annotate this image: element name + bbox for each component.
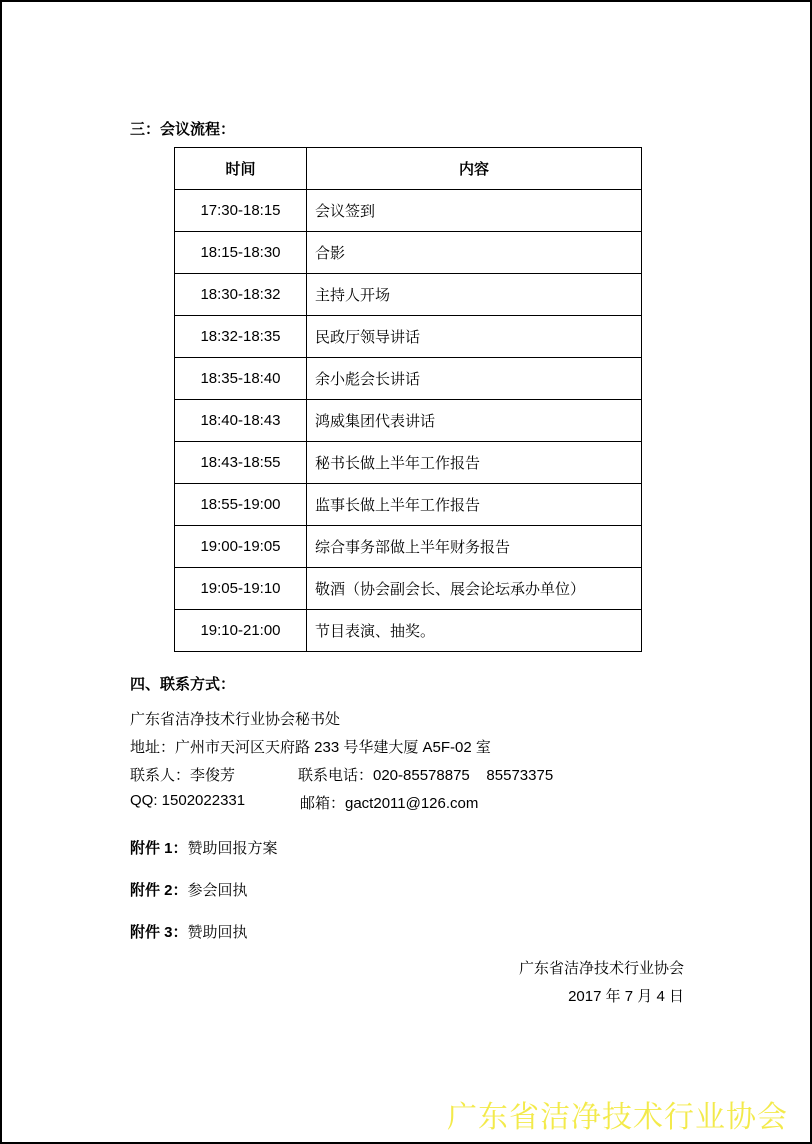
attachment-label: 附件 3：: [130, 924, 188, 941]
table-row: [175, 190, 642, 232]
content-cell: 会议签到: [307, 190, 642, 232]
attachment-label: 附件 1：: [130, 840, 188, 857]
content-cell: 合影: [307, 232, 642, 274]
contact-organization: 广东省洁净技术行业协会秘书处: [130, 711, 341, 728]
section-heading-agenda: 三：会议流程：: [130, 121, 236, 138]
content-cell: 节目表演、抽奖。: [307, 610, 642, 652]
time-cell: 18:55-19:00: [175, 484, 307, 526]
content-cell: 鸿威集团代表讲话: [307, 400, 642, 442]
time-cell: 19:05-19:10: [175, 568, 307, 610]
content-cell: 监事长做上半年工作报告: [307, 484, 642, 526]
time-cell: 19:10-21:00: [175, 610, 307, 652]
table-row: [175, 274, 642, 316]
table-row: [175, 232, 642, 274]
attachment-label: 附件 2：: [130, 882, 188, 899]
time-cell: 18:32-18:35: [175, 316, 307, 358]
table-row: [175, 610, 642, 652]
table-row: [175, 358, 642, 400]
table-row: [175, 526, 642, 568]
content-cell: 秘书长做上半年工作报告: [307, 442, 642, 484]
attachment-text: 赞助回执: [187, 924, 248, 941]
time-cell: 18:43-18:55: [175, 442, 307, 484]
table-row: [175, 400, 642, 442]
time-cell: 18:15-18:30: [175, 232, 307, 274]
attachment-item: [130, 879, 248, 900]
contact-email: 邮箱：gact2011@126.com: [300, 795, 479, 812]
time-cell: 18:30-18:32: [175, 274, 307, 316]
table-row: [175, 316, 642, 358]
content-cell: 民政厅领导讲话: [307, 316, 642, 358]
time-cell: 18:35-18:40: [175, 358, 307, 400]
content-cell: 主持人开场: [307, 274, 642, 316]
contact-address: 地址：广州市天河区天府路 233 号华建大厦 A5F-02 室: [130, 739, 491, 756]
attachment-item: [130, 921, 248, 942]
contact-qq: QQ: 1502022331: [130, 792, 246, 809]
agenda-table: [174, 147, 642, 652]
column-header-time: 时间: [175, 148, 307, 190]
time-cell: 19:00-19:05: [175, 526, 307, 568]
time-cell: 18:40-18:43: [175, 400, 307, 442]
time-cell: 17:30-18:15: [175, 190, 307, 232]
column-header-content: 内容: [307, 148, 642, 190]
contact-person-line: [130, 764, 690, 784]
section-heading-contact: 四、联系方式：: [130, 676, 236, 693]
attachment-item: [130, 837, 278, 858]
content-cell: 综合事务部做上半年财务报告: [307, 526, 642, 568]
table-row: [175, 484, 642, 526]
table-row: [175, 568, 642, 610]
table-row: [175, 442, 642, 484]
table-header-row: [175, 148, 642, 190]
contact-person: 联系人：李俊芳: [130, 767, 236, 784]
content-cell: 敬酒（协会副会长、展会论坛承办单位）: [307, 568, 642, 610]
watermark: 广东省洁净技术行业协会: [447, 1100, 788, 1135]
attachment-text: 赞助回报方案: [187, 840, 278, 857]
content-cell: 余小彪会长讲话: [307, 358, 642, 400]
signature-date: 2017 年 7 月 4 日: [568, 988, 684, 1005]
attachment-text: 参会回执: [187, 882, 248, 899]
contact-qq-line: [130, 792, 690, 812]
contact-phone: 联系电话：020-85578875 85573375: [298, 767, 554, 784]
signature-organization: 广东省洁净技术行业协会: [518, 960, 684, 977]
